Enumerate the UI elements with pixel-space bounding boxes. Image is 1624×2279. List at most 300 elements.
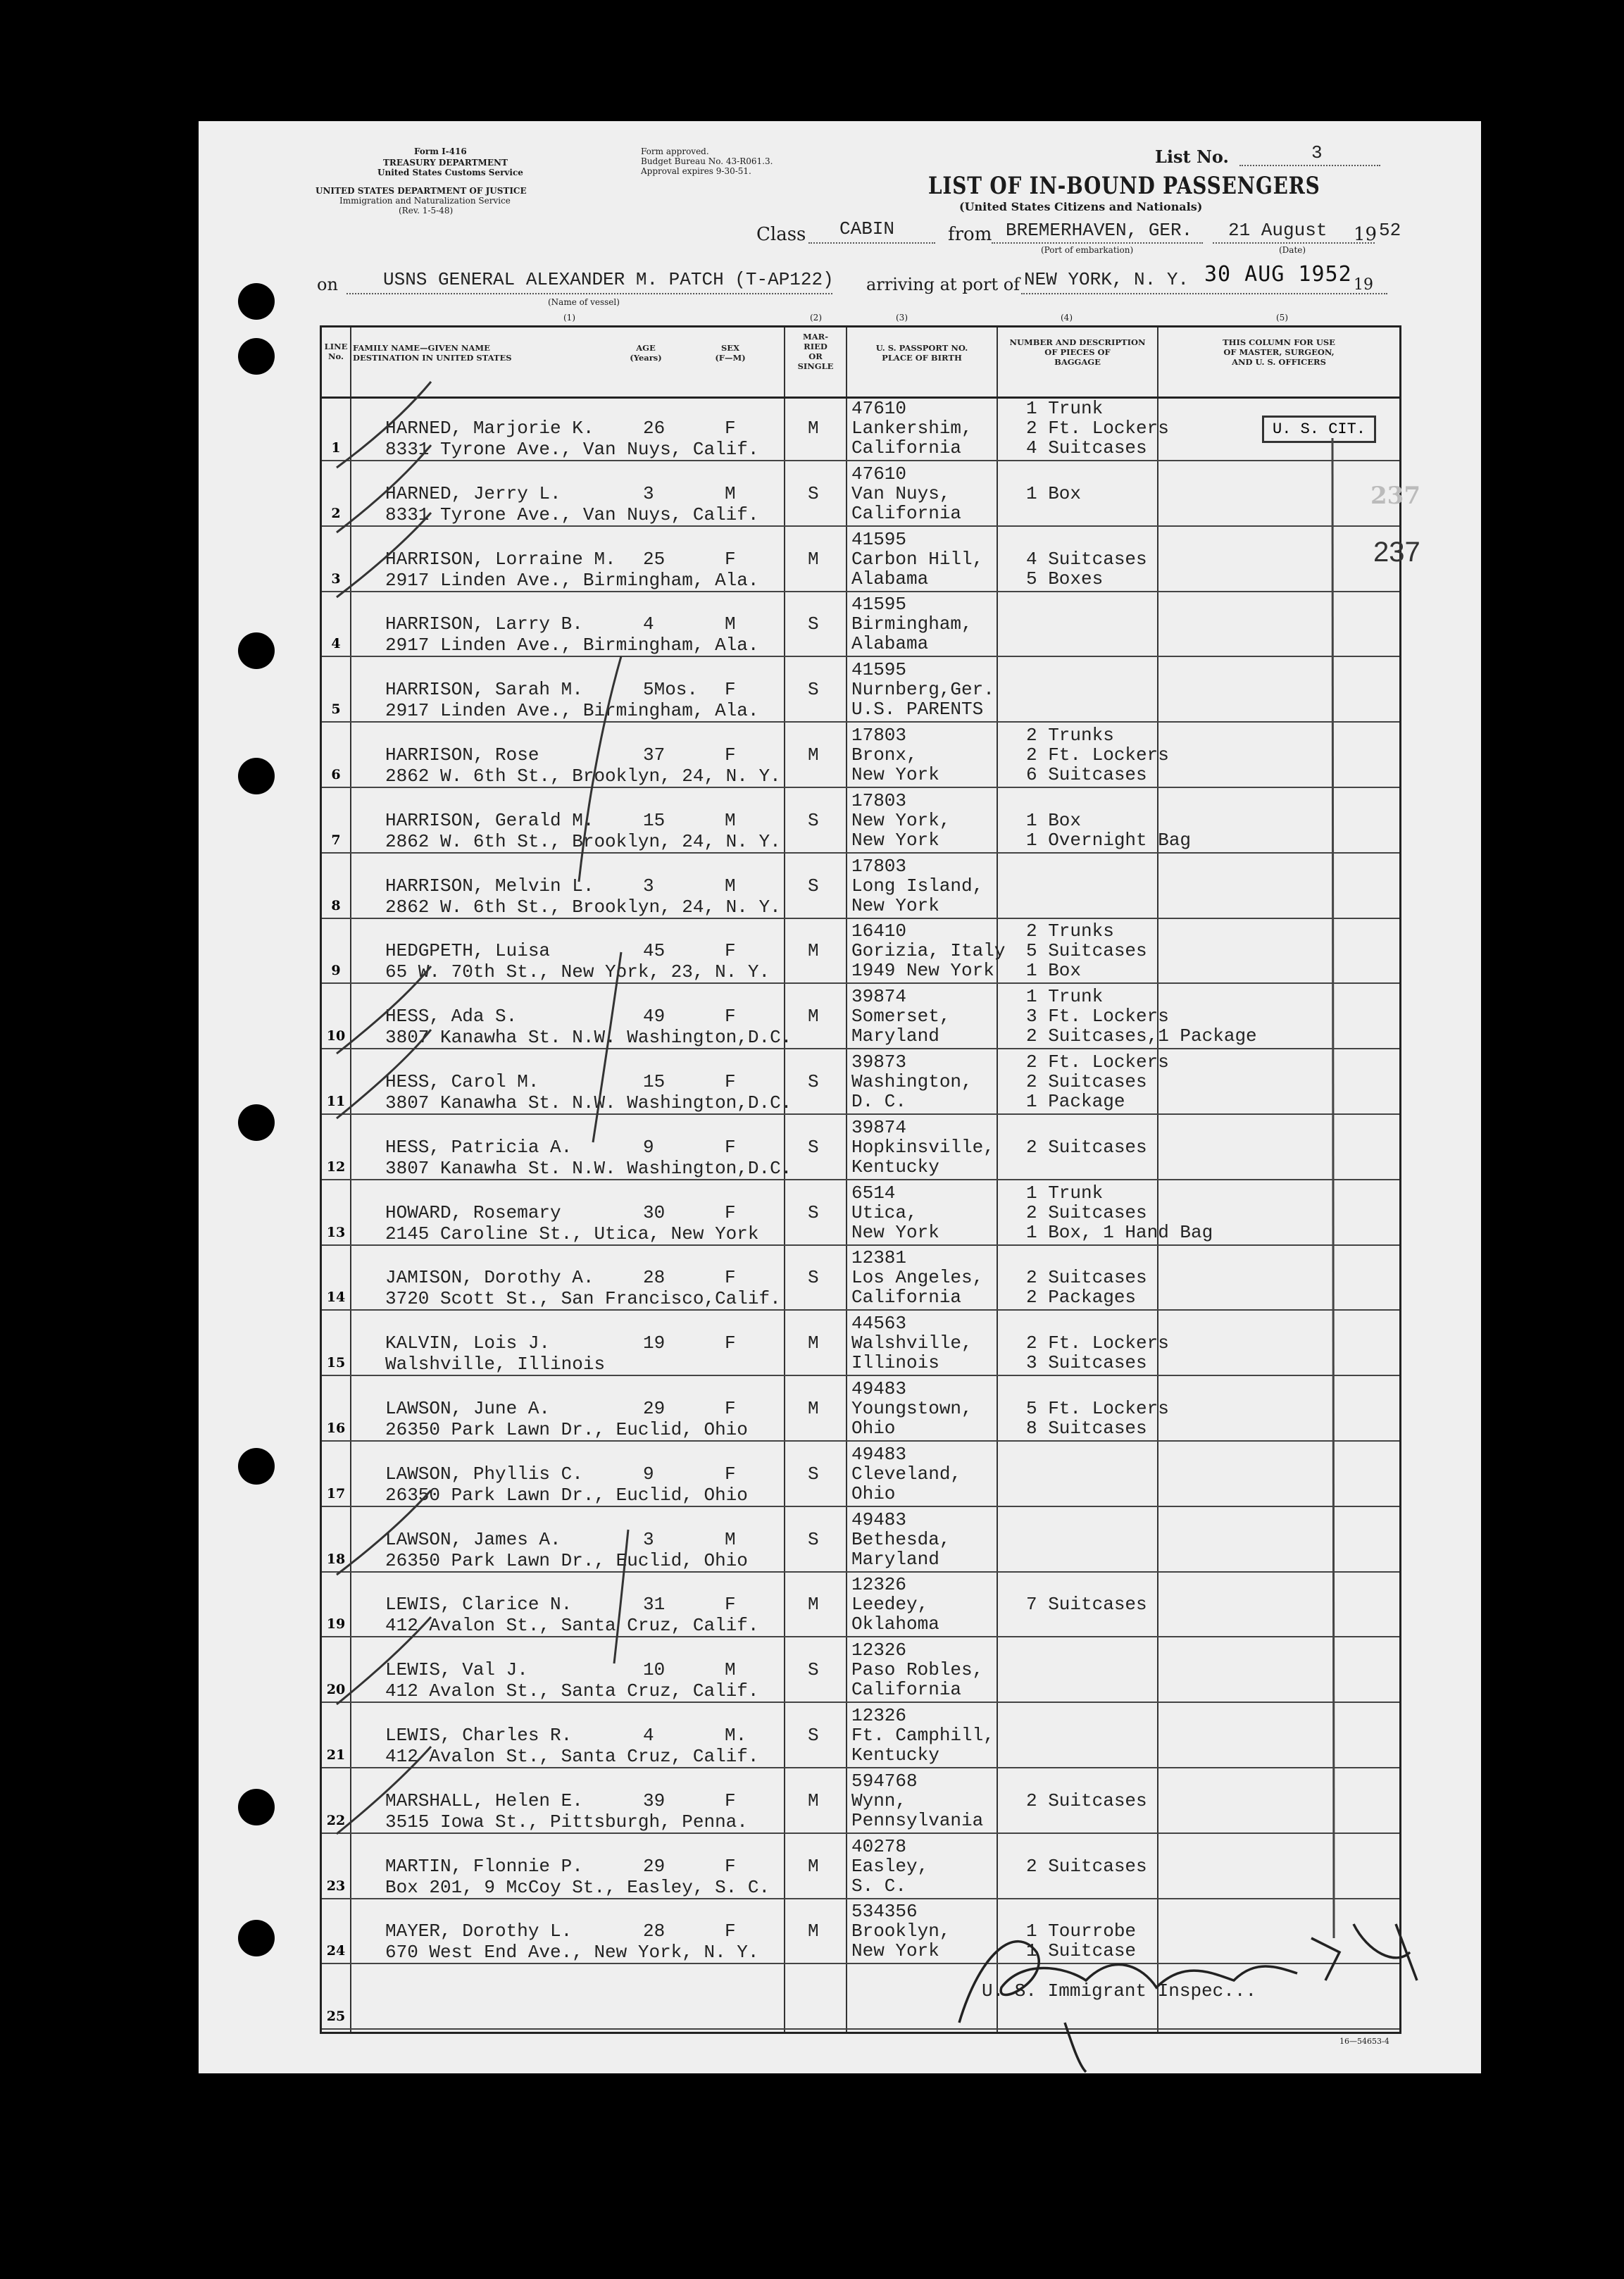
passport-number: 39874 bbox=[851, 986, 907, 1008]
birth-place-line2: Ohio bbox=[851, 1418, 896, 1439]
age: 28 bbox=[643, 1267, 666, 1289]
passenger-name: LEWIS, Val J. bbox=[385, 1659, 528, 1681]
destination: 26350 Park Lawn Dr., Euclid, Ohio bbox=[385, 1549, 748, 1571]
birth-place-line2: Maryland bbox=[851, 1025, 939, 1047]
birth-place-line1: Hopkinsville, bbox=[851, 1136, 994, 1158]
age: 49 bbox=[643, 1006, 666, 1028]
marital-status: S bbox=[808, 482, 819, 504]
birth-place-line2: New York bbox=[851, 1940, 939, 1962]
passport-number: 12326 bbox=[851, 1640, 907, 1661]
birth-place-line1: Long Island, bbox=[851, 875, 984, 897]
destination: 3720 Scott St., San Francisco,Calif. bbox=[385, 1288, 781, 1310]
check-marks bbox=[337, 382, 628, 1834]
baggage-item: 2 Suitcases bbox=[1026, 1071, 1147, 1092]
baggage-item: 4 Suitcases bbox=[1026, 437, 1147, 458]
birth-place-line2: 1949 New York bbox=[851, 960, 994, 982]
marital-status: S bbox=[808, 613, 819, 635]
baggage-item: 2 Ft. Lockers bbox=[1026, 418, 1169, 439]
line-number: 8 bbox=[331, 897, 341, 913]
destination: 412 Avalon St., Santa Cruz, Calif. bbox=[385, 1615, 759, 1637]
baggage-item: 6 Suitcases bbox=[1026, 764, 1147, 785]
birth-place-line1: Paso Robles, bbox=[851, 1659, 984, 1681]
passport-number: 41595 bbox=[851, 594, 907, 616]
age: 10 bbox=[643, 1659, 666, 1681]
age: 9 bbox=[643, 1136, 654, 1158]
passport-number: 17803 bbox=[851, 789, 907, 811]
baggage-item: 2 Suitcases bbox=[1026, 1136, 1147, 1158]
birth-place-line2: Oklahoma bbox=[851, 1613, 939, 1635]
baggage-item: 4 Suitcases bbox=[1026, 548, 1147, 570]
birth-place-line1: Wynn, bbox=[851, 1790, 907, 1811]
marital-status: M bbox=[808, 1332, 819, 1354]
vessel-caption: (Name of vessel) bbox=[548, 297, 620, 307]
baggage-item: 1 Tourrobe bbox=[1026, 1921, 1137, 1942]
passenger-name: HESS, Carol M. bbox=[385, 1071, 539, 1092]
destination: 26350 Park Lawn Dr., Euclid, Ohio bbox=[385, 1484, 748, 1506]
baggage-item: 1 Box, 1 Hand Bag bbox=[1026, 1221, 1213, 1243]
sex: M bbox=[725, 613, 736, 635]
baggage-item: 2 Suitcases bbox=[1026, 1201, 1147, 1223]
check-mark-1 bbox=[337, 382, 431, 468]
line-number: 18 bbox=[326, 1551, 346, 1567]
passenger-name: HESS, Patricia A. bbox=[385, 1136, 573, 1158]
passenger-name: LEWIS, Clarice N. bbox=[385, 1594, 573, 1616]
sex: F bbox=[725, 1071, 736, 1092]
vessel-name: USNS GENERAL ALEXANDER M. PATCH (T-AP122) bbox=[383, 269, 834, 290]
sex: F bbox=[725, 744, 736, 766]
passport-number: 534356 bbox=[851, 1901, 918, 1923]
sex: F bbox=[725, 1594, 736, 1616]
sex: F bbox=[725, 1332, 736, 1354]
from-label: from bbox=[948, 224, 992, 245]
destination: 2917 Linden Ave., Birmingham, Ala. bbox=[385, 635, 759, 656]
baggage-item: 1 Box bbox=[1026, 809, 1082, 831]
punch-hole bbox=[238, 338, 275, 375]
birth-place-line2: New York bbox=[851, 764, 939, 785]
sex: F bbox=[725, 1463, 736, 1485]
treasury-dept: TREASURY DEPARTMENT bbox=[383, 158, 508, 168]
birth-place-line2: Ohio bbox=[851, 1482, 896, 1504]
birth-place-line1: Nurnberg,Ger. bbox=[851, 679, 994, 701]
passport-number: 16410 bbox=[851, 920, 907, 942]
age: 15 bbox=[643, 1071, 666, 1092]
birth-place-line1: Walshville, bbox=[851, 1332, 973, 1354]
age: 5Mos. bbox=[643, 679, 699, 701]
sex: F bbox=[725, 1136, 736, 1158]
line-number: 22 bbox=[326, 1812, 346, 1828]
header-sex: SEX (F—M) bbox=[715, 343, 746, 363]
birth-place-line1: Carbon Hill, bbox=[851, 548, 984, 570]
marital-status: M bbox=[808, 1855, 819, 1877]
passenger-name: JAMISON, Dorothy A. bbox=[385, 1267, 594, 1289]
age: 45 bbox=[643, 940, 666, 962]
birth-place-line2: Illinois bbox=[851, 1352, 939, 1374]
passenger-name: HARNED, Jerry L. bbox=[385, 482, 561, 504]
baggage-item: 1 Trunk bbox=[1026, 1182, 1104, 1204]
birth-place-line2: Pennsylvania bbox=[851, 1809, 984, 1831]
birth-place-line2: Alabama bbox=[851, 568, 929, 589]
header-married: MAR- RIED OR SINGLE bbox=[797, 332, 834, 371]
line-number: 19 bbox=[326, 1616, 346, 1632]
baggage-item: 2 Suitcases bbox=[1026, 1790, 1147, 1811]
baggage-item: 1 Package bbox=[1026, 1091, 1125, 1112]
punch-hole bbox=[238, 758, 275, 794]
list-no-value: 3 bbox=[1311, 142, 1323, 163]
age: 15 bbox=[643, 809, 666, 831]
marital-status: S bbox=[808, 1528, 819, 1550]
line-number: 3 bbox=[331, 570, 341, 587]
line-number: 7 bbox=[331, 832, 341, 848]
col-num-5: (5) bbox=[1276, 313, 1288, 323]
line-number: 2 bbox=[331, 505, 341, 521]
passenger-name: HARRISON, Larry B. bbox=[385, 613, 583, 635]
from-caption: (Port of embarkation) bbox=[1041, 245, 1134, 255]
birth-place-line2: New York bbox=[851, 894, 939, 916]
birth-place-line1: Ft. Camphill, bbox=[851, 1725, 994, 1746]
officer-margin-line bbox=[1332, 438, 1334, 1938]
col-num-1: (1) bbox=[563, 313, 575, 323]
check-mark-20 bbox=[337, 1617, 431, 1704]
line-number: 24 bbox=[326, 1943, 346, 1959]
passport-number: 12326 bbox=[851, 1574, 907, 1596]
line-number: 17 bbox=[326, 1485, 346, 1501]
line-number: 11 bbox=[326, 1094, 346, 1109]
col-num-2: (2) bbox=[810, 313, 822, 323]
check-mark-3 bbox=[337, 513, 431, 597]
page-subtitle: (United States Citizens and Nationals) bbox=[959, 200, 1203, 213]
birth-place-line2: Maryland bbox=[851, 1548, 939, 1570]
birth-place-line1: Brooklyn, bbox=[851, 1921, 951, 1942]
marital-status: M bbox=[808, 744, 819, 766]
passport-number: 12326 bbox=[851, 1705, 907, 1726]
birth-place-line2: U.S. PARENTS bbox=[851, 699, 984, 720]
line-number: 25 bbox=[326, 2009, 346, 2025]
class-value: CABIN bbox=[839, 218, 895, 239]
baggage-item: 8 Suitcases bbox=[1026, 1418, 1147, 1439]
year-prefix: 19 bbox=[1354, 224, 1378, 245]
handwritten-number: 237 bbox=[1373, 537, 1420, 568]
birth-place-line1: Somerset, bbox=[851, 1006, 951, 1028]
birth-place-line2: Alabama bbox=[851, 633, 929, 655]
destination: Box 201, 9 McCoy St., Easley, S. C. bbox=[385, 1876, 770, 1898]
list-no-label: List No. bbox=[1155, 146, 1229, 167]
birth-place-line2: D. C. bbox=[851, 1091, 907, 1112]
revision: (Rev. 1-5-48) bbox=[399, 206, 454, 216]
marital-status: M bbox=[808, 1921, 819, 1942]
punch-hole bbox=[238, 283, 275, 320]
passport-number: 49483 bbox=[851, 1443, 907, 1465]
baggage-item: 2 Suitcases bbox=[1026, 1855, 1147, 1877]
baggage-item: 2 Trunks bbox=[1026, 725, 1114, 746]
line-number: 15 bbox=[326, 1355, 346, 1371]
form-number: Form I-416 bbox=[414, 146, 467, 156]
sex: F bbox=[725, 548, 736, 570]
customs-service: United States Customs Service bbox=[377, 168, 523, 177]
baggage-item: 5 Ft. Lockers bbox=[1026, 1398, 1169, 1419]
passenger-name: HARRISON, Melvin L. bbox=[385, 875, 594, 897]
age: 30 bbox=[643, 1201, 666, 1223]
from-value: BREMERHAVEN, GER. bbox=[1006, 220, 1193, 241]
marital-status: S bbox=[808, 1725, 819, 1746]
baggage-item: 2 Ft. Lockers bbox=[1026, 744, 1169, 766]
on-label: on bbox=[317, 275, 338, 294]
baggage-item: 5 Suitcases bbox=[1026, 940, 1147, 962]
marital-status: S bbox=[808, 1463, 819, 1485]
destination: 2917 Linden Ave., Birmingham, Ala. bbox=[385, 700, 759, 722]
check-mark-18 bbox=[337, 1490, 431, 1575]
birth-place-line1: Leedey, bbox=[851, 1594, 929, 1616]
age: 3 bbox=[643, 482, 654, 504]
birth-place-line1: Utica, bbox=[851, 1201, 918, 1223]
class-label: Class bbox=[756, 224, 806, 245]
age: 29 bbox=[643, 1398, 666, 1419]
baggage-item: 3 Suitcases bbox=[1026, 1352, 1147, 1374]
destination: 3515 Iowa St., Pittsburgh, Penna. bbox=[385, 1811, 748, 1832]
destination: 2145 Caroline St., Utica, New York bbox=[385, 1223, 759, 1244]
arrival-date-stamp: 30 AUG 1952 bbox=[1204, 262, 1352, 287]
age: 3 bbox=[643, 875, 654, 897]
age: 3 bbox=[643, 1528, 654, 1550]
port-value: NEW YORK, N. Y. bbox=[1024, 269, 1189, 290]
marital-status: M bbox=[808, 418, 819, 439]
punch-hole bbox=[238, 632, 275, 669]
birth-place-line1: Los Angeles, bbox=[851, 1267, 984, 1289]
punch-hole bbox=[238, 1448, 275, 1485]
line-number: 1 bbox=[331, 440, 341, 456]
marital-status: S bbox=[808, 1201, 819, 1223]
destination: Walshville, Illinois bbox=[385, 1354, 606, 1375]
sex: F bbox=[725, 1855, 736, 1877]
header-name: FAMILY NAME—GIVEN NAME DESTINATION IN UNITED STATES bbox=[353, 343, 512, 363]
passport-number: 39873 bbox=[851, 1051, 907, 1073]
marital-status: M bbox=[808, 548, 819, 570]
header-age: AGE (Years) bbox=[630, 343, 662, 363]
destination: 8331 Tyrone Ave., Van Nuys, Calif. bbox=[385, 439, 759, 460]
footer-code: 16—54653-4 bbox=[1339, 2037, 1389, 2046]
baggage-item: 2 Suitcases bbox=[1026, 1267, 1147, 1289]
header-officers: THIS COLUMN FOR USE OF MASTER, SURGEON, AND U. S. OFFICERS bbox=[1223, 337, 1335, 367]
sex: F bbox=[725, 1267, 736, 1289]
passenger-name: MAYER, Dorothy L. bbox=[385, 1921, 573, 1942]
sex: F bbox=[725, 1398, 736, 1419]
passenger-name: LAWSON, Phyllis C. bbox=[385, 1463, 583, 1485]
header-line: LINE No. bbox=[324, 342, 348, 361]
line-number: 4 bbox=[331, 636, 341, 652]
marital-status: S bbox=[808, 679, 819, 701]
passport-number: 17803 bbox=[851, 855, 907, 877]
marital-status: M bbox=[808, 1398, 819, 1419]
passenger-name: KALVIN, Lois J. bbox=[385, 1332, 551, 1354]
baggage-item: 1 Trunk bbox=[1026, 398, 1104, 419]
passenger-name: LAWSON, June A. bbox=[385, 1398, 551, 1419]
sex: M bbox=[725, 809, 736, 831]
passenger-name: HARRISON, Rose bbox=[385, 744, 539, 766]
sex: F bbox=[725, 418, 736, 439]
line-number: 5 bbox=[331, 701, 341, 718]
year-suffix: 52 bbox=[1379, 220, 1401, 241]
doj-label: UNITED STATES DEPARTMENT OF JUSTICE bbox=[316, 186, 527, 196]
line-number: 21 bbox=[326, 1747, 346, 1763]
passport-number: 6514 bbox=[851, 1182, 896, 1204]
passenger-name: LAWSON, James A. bbox=[385, 1528, 561, 1550]
check-stroke-c bbox=[614, 1530, 628, 1663]
us-citizen-stamp: U. S. CIT. bbox=[1262, 416, 1376, 443]
passenger-name: HESS, Ada S. bbox=[385, 1006, 518, 1028]
header-baggage: NUMBER AND DESCRIPTION OF PIECES OF BAGGAGE bbox=[1009, 337, 1146, 367]
date-caption: (Date) bbox=[1279, 245, 1306, 255]
destination: 26350 Park Lawn Dr., Euclid, Ohio bbox=[385, 1419, 748, 1440]
ink-marks bbox=[199, 121, 1481, 2073]
date-value: 21 August bbox=[1228, 220, 1328, 241]
destination: 412 Avalon St., Santa Cruz, Calif. bbox=[385, 1680, 759, 1702]
sex: F bbox=[725, 1921, 736, 1942]
birth-place-line1: New York, bbox=[851, 809, 951, 831]
passport-number: 40278 bbox=[851, 1835, 907, 1857]
age: 19 bbox=[643, 1332, 666, 1354]
passenger-name: HARRISON, Sarah M. bbox=[385, 679, 583, 701]
header-passport: U. S. PASSPORT NO. PLACE OF BIRTH bbox=[875, 343, 968, 363]
baggage-item: 1 Box bbox=[1026, 960, 1082, 982]
destination: 412 Avalon St., Santa Cruz, Calif. bbox=[385, 1746, 759, 1767]
baggage-item: 2 Suitcases,1 Package bbox=[1026, 1025, 1257, 1047]
marital-status: M bbox=[808, 940, 819, 962]
passport-number: 49483 bbox=[851, 1378, 907, 1399]
baggage-item: 1 Suitcase bbox=[1026, 1940, 1137, 1962]
approved-line2: Budget Bureau No. 43-R061.3. bbox=[641, 156, 773, 166]
marital-status: M bbox=[808, 1006, 819, 1028]
approved-line3: Approval expires 9-30-51. bbox=[641, 166, 751, 176]
baggage-item: 1 Trunk bbox=[1026, 986, 1104, 1008]
check-stroke-a bbox=[579, 656, 621, 882]
marital-status: S bbox=[808, 1659, 819, 1681]
passport-number: 41595 bbox=[851, 659, 907, 681]
sex: M bbox=[725, 875, 736, 897]
birth-place-line1: Bronx, bbox=[851, 744, 918, 766]
passenger-name: MARSHALL, Helen E. bbox=[385, 1790, 583, 1811]
birth-place-line1: Easley, bbox=[851, 1855, 929, 1877]
age: 4 bbox=[643, 613, 654, 635]
sex: F bbox=[725, 1790, 736, 1811]
marital-status: S bbox=[808, 875, 819, 897]
birth-place-line1: Youngstown, bbox=[851, 1398, 973, 1419]
age: 29 bbox=[643, 1855, 666, 1877]
baggage-item: 2 Ft. Lockers bbox=[1026, 1051, 1169, 1073]
sex: M bbox=[725, 482, 736, 504]
line-number: 10 bbox=[326, 1028, 346, 1044]
passenger-name: HOWARD, Rosemary bbox=[385, 1201, 561, 1223]
line-number: 23 bbox=[326, 1878, 346, 1894]
check-stroke-b bbox=[593, 952, 621, 1142]
baggage-item: 1 Box bbox=[1026, 482, 1082, 504]
age: 25 bbox=[643, 548, 666, 570]
destination: 3807 Kanawha St. N.W. Washington,D.C. bbox=[385, 1027, 792, 1049]
line-number: 14 bbox=[326, 1290, 346, 1306]
marital-status: M bbox=[808, 1594, 819, 1616]
age: 9 bbox=[643, 1463, 654, 1485]
punch-hole bbox=[238, 1104, 275, 1141]
passport-number: 44563 bbox=[851, 1313, 907, 1335]
line-number: 12 bbox=[326, 1159, 346, 1175]
birth-place-line1: Cleveland, bbox=[851, 1463, 962, 1485]
passenger-name: HEDGPETH, Luisa bbox=[385, 940, 551, 962]
marital-status: S bbox=[808, 1267, 819, 1289]
passport-number: 594768 bbox=[851, 1770, 918, 1792]
baggage-item: 7 Suitcases bbox=[1026, 1594, 1147, 1616]
line-number: 9 bbox=[331, 963, 341, 979]
age: 28 bbox=[643, 1921, 666, 1942]
destination: 65 W. 70th St., New York, 23, N. Y. bbox=[385, 961, 770, 983]
line-number: 6 bbox=[331, 767, 341, 782]
col-num-4: (4) bbox=[1061, 313, 1073, 323]
passport-number: 39874 bbox=[851, 1116, 907, 1138]
birth-place-line2: California bbox=[851, 437, 962, 458]
baggage-item: 3 Ft. Lockers bbox=[1026, 1006, 1169, 1028]
passport-number: 47610 bbox=[851, 398, 907, 419]
passenger-name: HARRISON, Lorraine M. bbox=[385, 548, 616, 570]
sex: M bbox=[725, 1528, 736, 1550]
punch-hole bbox=[238, 1920, 275, 1956]
destination: 2862 W. 6th St., Brooklyn, 24, N. Y. bbox=[385, 896, 781, 918]
marital-status: S bbox=[808, 1071, 819, 1092]
age: 37 bbox=[643, 744, 666, 766]
age: 26 bbox=[643, 418, 666, 439]
birth-place-line2: California bbox=[851, 502, 962, 524]
marital-status: S bbox=[808, 1136, 819, 1158]
passport-number: 41595 bbox=[851, 528, 907, 550]
sex: F bbox=[725, 940, 736, 962]
check-mark-10 bbox=[337, 966, 431, 1054]
birth-place-line1: Lankershim, bbox=[851, 418, 973, 439]
ins-label: Immigration and Naturalization Service bbox=[339, 196, 511, 206]
sex: F bbox=[725, 679, 736, 701]
baggage-item: 2 Ft. Lockers bbox=[1026, 1332, 1169, 1354]
birth-place-line2: New York bbox=[851, 1221, 939, 1243]
document-page bbox=[199, 121, 1481, 2073]
marital-status: S bbox=[808, 809, 819, 831]
birth-place-line2: S. C. bbox=[851, 1875, 907, 1897]
birth-place-line1: Washington, bbox=[851, 1071, 973, 1092]
birth-place-line2: New York bbox=[851, 829, 939, 851]
line-number: 20 bbox=[326, 1682, 346, 1698]
destination: 2917 Linden Ave., Birmingham, Ala. bbox=[385, 569, 759, 591]
baggage-item: 1 Overnight Bag bbox=[1026, 829, 1192, 851]
passenger-name: MARTIN, Flonnie P. bbox=[385, 1855, 583, 1877]
destination: 670 West End Ave., New York, N. Y. bbox=[385, 1942, 759, 1963]
destination: 2862 W. 6th St., Brooklyn, 24, N. Y. bbox=[385, 766, 781, 787]
age: 31 bbox=[643, 1594, 666, 1616]
birth-place-line1: Gorizia, Italy bbox=[851, 940, 1006, 962]
inspector-label: U. S. Immigrant Inspec... bbox=[982, 1980, 1257, 2002]
faint-number: 237 bbox=[1370, 482, 1420, 510]
birth-place-line2: California bbox=[851, 1287, 962, 1309]
baggage-item: 2 Trunks bbox=[1026, 920, 1114, 942]
baggage-item: 2 Packages bbox=[1026, 1287, 1137, 1309]
age: 39 bbox=[643, 1790, 666, 1811]
arriving-label: arriving at port of bbox=[866, 275, 1020, 294]
birth-place-line1: Van Nuys, bbox=[851, 482, 951, 504]
passenger-name: HARNED, Marjorie K. bbox=[385, 418, 594, 439]
punch-hole bbox=[238, 1789, 275, 1825]
birth-place-line2: Kentucky bbox=[851, 1156, 939, 1178]
marital-status: M bbox=[808, 1790, 819, 1811]
passenger-name: HARRISON, Gerald M. bbox=[385, 809, 594, 831]
page-title: LIST OF IN-BOUND PASSENGERS bbox=[928, 172, 1320, 200]
passport-number: 17803 bbox=[851, 725, 907, 746]
birth-place-line1: Bethesda, bbox=[851, 1528, 951, 1550]
sex: F bbox=[725, 1006, 736, 1028]
col-num-3: (3) bbox=[896, 313, 908, 323]
destination: 2862 W. 6th St., Brooklyn, 24, N. Y. bbox=[385, 830, 781, 852]
